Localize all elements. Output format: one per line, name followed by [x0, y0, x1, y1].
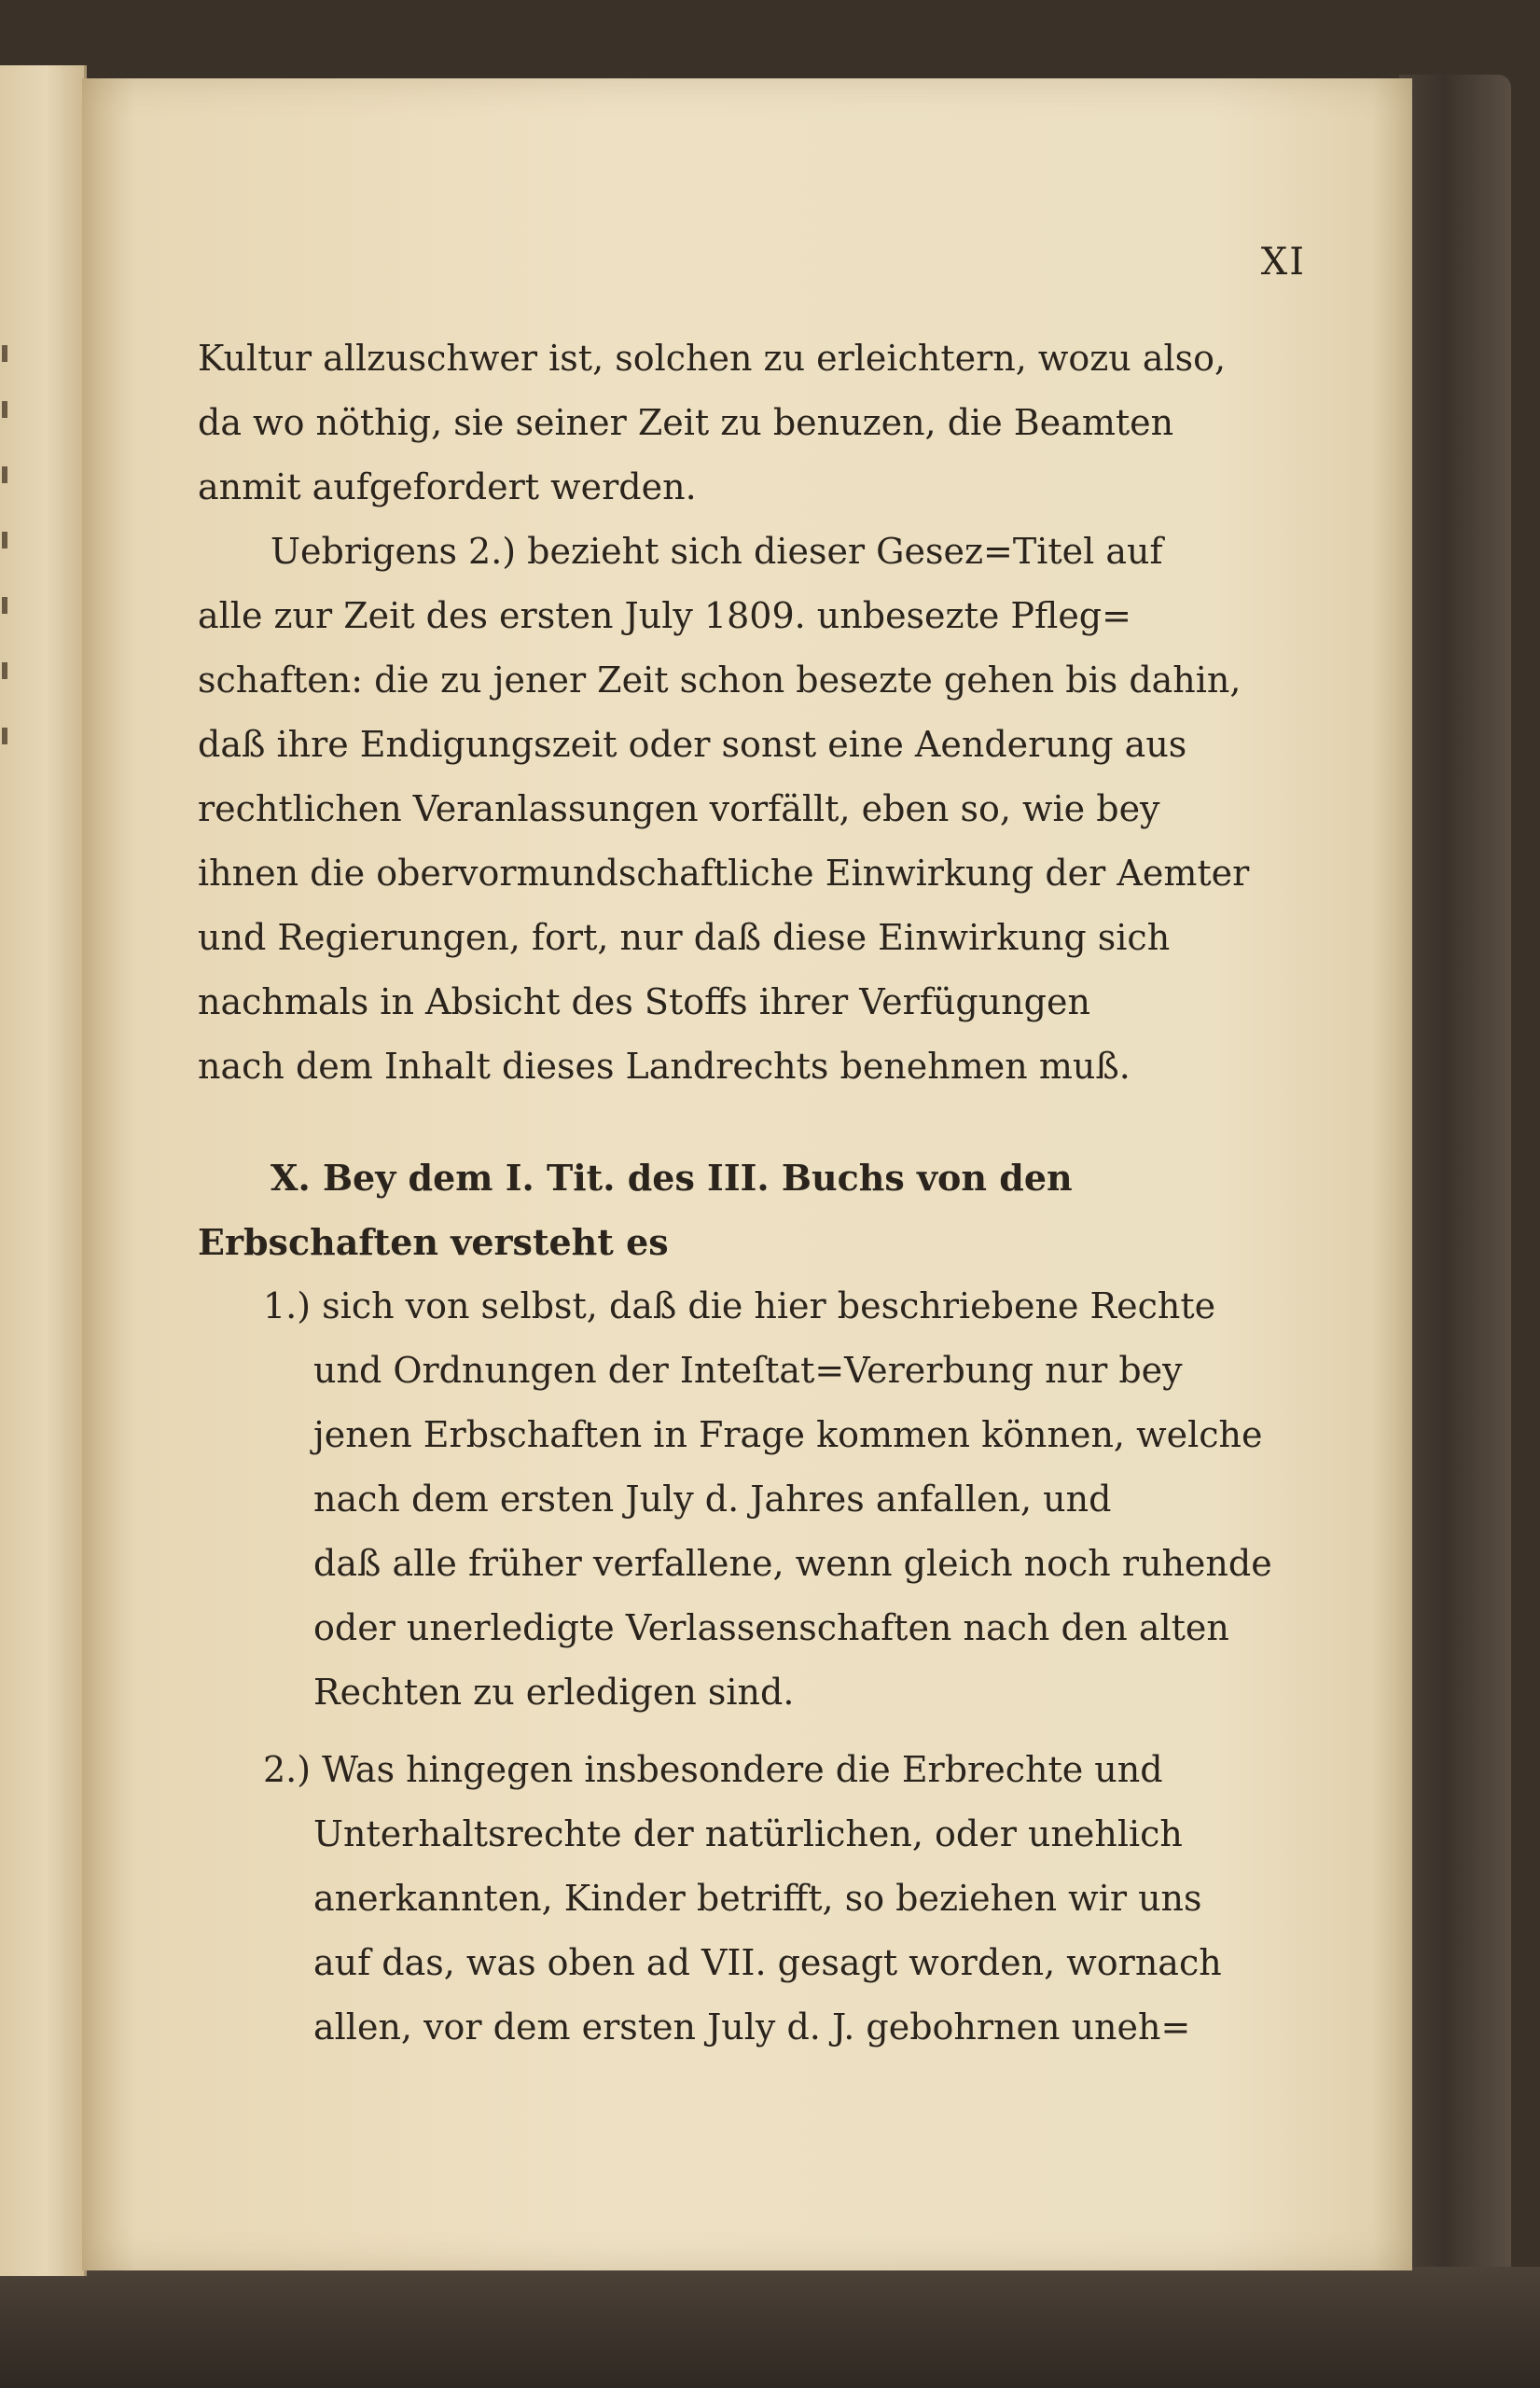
- list-item-line: auf das, was oben ad VII. gesagt worden, wornach: [313, 1942, 1222, 1983]
- list-item-line: oder unerledigte Verlassenschaften nach den alten: [313, 1607, 1229, 1648]
- section-separator: [198, 1099, 1294, 1145]
- list-item-line: 2.) Was hingegen insbesondere die Erbrechte und: [263, 1749, 1163, 1790]
- text-line: da wo nöthig, sie seiner Zeit zu benuzen, die Beamten: [198, 402, 1174, 443]
- list-item-line: Rechten zu erledigen sind.: [313, 1672, 795, 1713]
- text-line: und Regierungen, fort, nur daß diese Einwirkung sich: [198, 917, 1171, 958]
- left-page-ink-mark: [2, 728, 7, 744]
- list-item-line: und Ordnungen der Inteſtat=Vererbung nur bey: [313, 1350, 1183, 1391]
- book-cover-bottom: [0, 2267, 1540, 2388]
- heading-line: X. Bey dem I. Tit. des III. Buchs von den: [271, 1157, 1073, 1199]
- text-line: daß ihre Endigungszeit oder sonst eine Aenderung aus: [198, 724, 1187, 765]
- text-line: rechtlichen Veranlassungen vorfällt, eben so, wie bey: [198, 788, 1160, 829]
- list-item-1: [198, 1274, 1294, 1725]
- list-item-2: [198, 1738, 1294, 2060]
- text-line: nachmals in Absicht des Stoffs ihrer Verfügungen: [198, 981, 1090, 1022]
- list-item-line: 1.) sich von selbst, daß die hier beschriebene Rechte: [263, 1285, 1216, 1326]
- left-page-ink-mark: [2, 532, 7, 548]
- text-line: Kultur allzuschwer ist, solchen zu erleichtern, wozu also,: [198, 338, 1227, 379]
- left-page-ink-mark: [2, 662, 7, 679]
- paragraph-2: [198, 520, 1294, 1099]
- list-item-line: allen, vor dem ersten July d. J. gebohrnen uneh=: [313, 2006, 1191, 2048]
- list-item-line: anerkannten, Kinder betrifft, so beziehen wir uns: [313, 1878, 1202, 1919]
- page-number: XI: [1260, 241, 1306, 284]
- text-line: nach dem Inhalt dieses Landrechts benehmen muß.: [198, 1046, 1131, 1087]
- text-line: ihnen die obervormundschaftliche Einwirkung der Aemter: [198, 853, 1250, 894]
- left-page-ink-mark: [2, 345, 7, 362]
- text-line: alle zur Zeit des ersten July 1809. unbesezte Pfleg=: [198, 595, 1131, 636]
- heading-line: Erbschaften versteht es: [198, 1221, 669, 1263]
- left-page-edge: [0, 65, 87, 2276]
- list-item-line: nach dem ersten July d. Jahres anfallen, und: [313, 1479, 1112, 1520]
- book-cover-right: [1399, 75, 1511, 2295]
- left-page-ink-mark: [2, 466, 7, 483]
- list-item-line: daß alle früher verfallene, wenn gleich noch ruhende: [313, 1543, 1272, 1584]
- text-line: schaften: die zu jener Zeit schon besezte gehen bis dahin,: [198, 659, 1242, 701]
- text-line: anmit aufgefordert werden.: [198, 466, 697, 507]
- left-page-ink-mark: [2, 401, 7, 418]
- page-text: [198, 326, 1294, 2060]
- left-page-ink-mark: [2, 597, 7, 614]
- paragraph-1: [198, 326, 1294, 520]
- text-line: Uebrigens 2.) bezieht sich dieser Gesez=Titel auf: [271, 531, 1163, 572]
- list-item-line: Unterhaltsrechte der natürlichen, oder unehlich: [313, 1813, 1183, 1854]
- section-heading: [198, 1145, 1294, 1274]
- list-item-line: jenen Erbschaften in Frage kommen können, welche: [313, 1414, 1263, 1455]
- item-gap: [198, 1725, 1294, 1738]
